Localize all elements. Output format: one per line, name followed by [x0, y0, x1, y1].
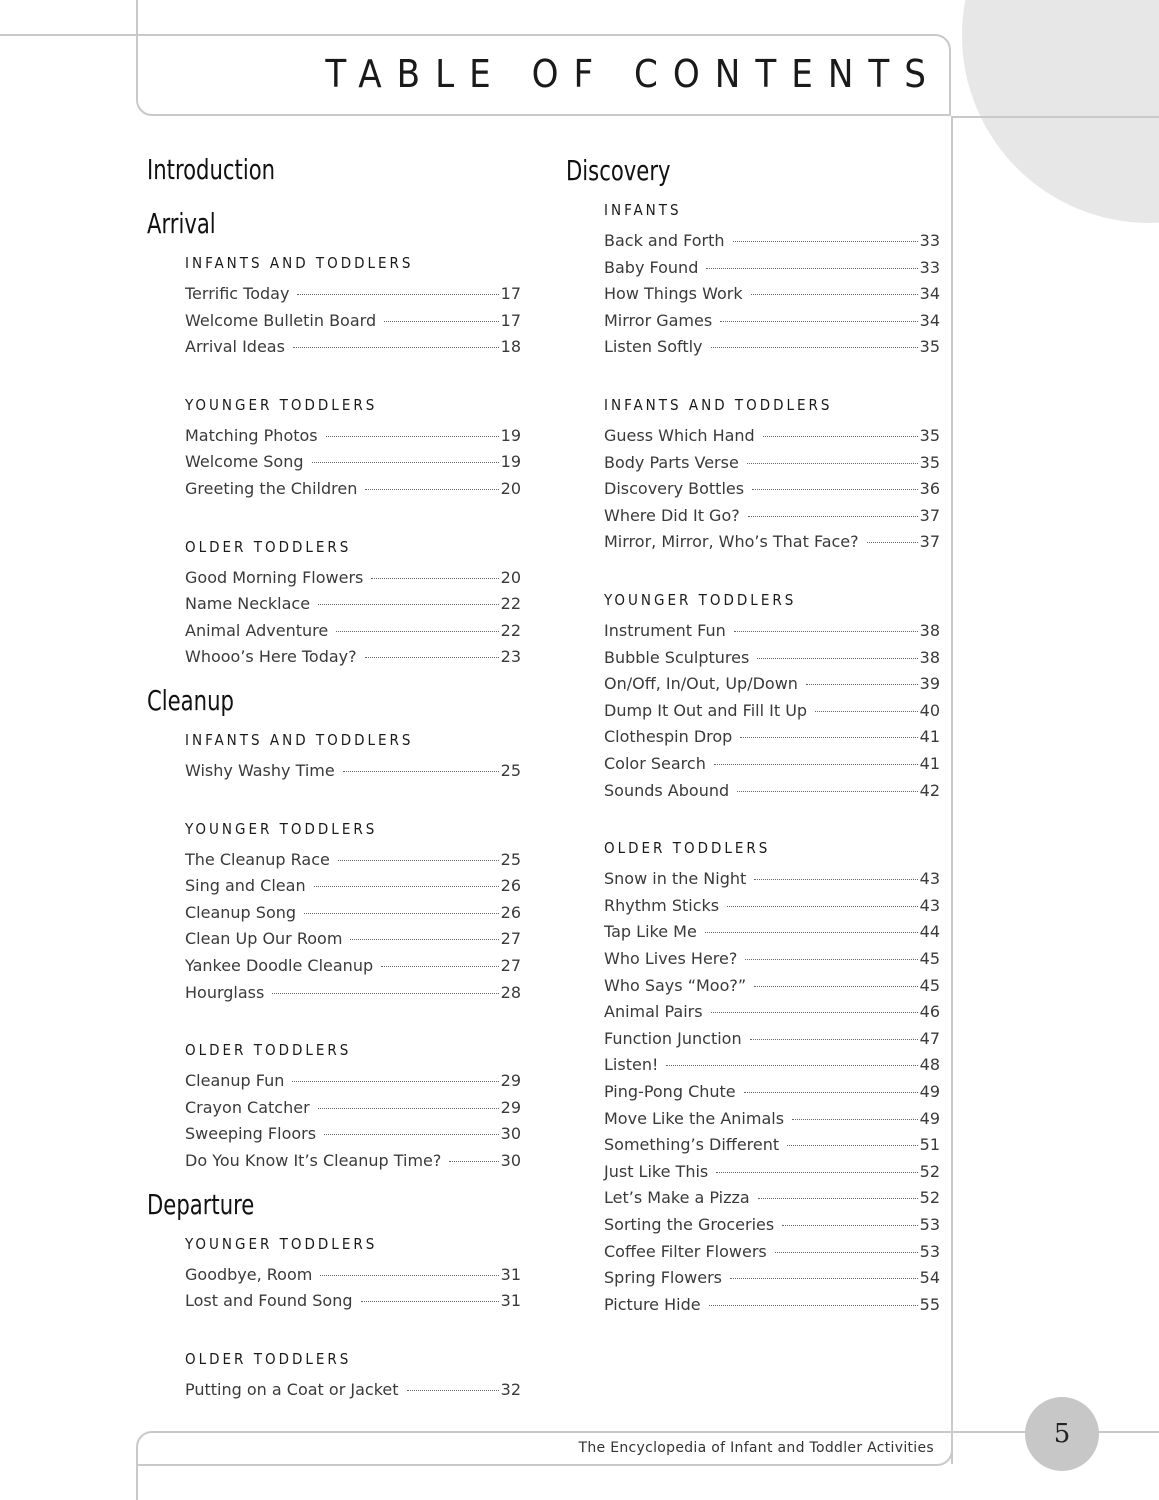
toc-entry-something-s-different[interactable]	[604, 1132, 940, 1158]
toc-entry-page: 19	[500, 452, 521, 472]
section-title-arrival: Arrival	[147, 207, 216, 240]
toc-entry-clothespin-drop[interactable]	[604, 724, 940, 750]
dot-leader	[338, 860, 499, 861]
toc-entry-title: Sorting the Groceries	[604, 1215, 775, 1234]
toc-entry-how-things-work[interactable]	[604, 281, 940, 307]
toc-entry-ping-pong-chute[interactable]	[604, 1079, 940, 1105]
toc-entry-title: Hourglass	[185, 982, 265, 1002]
dot-leader	[737, 791, 918, 792]
toc-entry-page: 54	[919, 1268, 940, 1288]
toc-entry-whooo-s-here-today[interactable]	[185, 644, 521, 670]
toc-entry-page: 52	[919, 1161, 940, 1181]
toc-entry-body-parts-verse[interactable]	[604, 450, 940, 476]
toc-entry-title: Do You Know It’s Cleanup Time?	[185, 1151, 442, 1170]
toc-entry-page: 23	[500, 647, 521, 667]
toc-entry-welcome-bulletin-board[interactable]	[185, 308, 521, 334]
dot-leader	[775, 1252, 918, 1253]
toc-entry-title: Putting on a Coat or Jacket	[185, 1379, 399, 1399]
toc-entry-tap-like-me[interactable]	[604, 919, 940, 945]
toc-entry-title: Dump It Out and Fill It Up	[604, 700, 808, 720]
toc-entry-page: 27	[500, 956, 521, 975]
toc-entry-crayon-catcher[interactable]	[185, 1095, 521, 1121]
toc-entry-welcome-song[interactable]	[185, 449, 521, 475]
toc-entry-mirror-mirror-who-s-that-face[interactable]	[604, 529, 940, 555]
toc-entry-title: Body Parts Verse	[604, 452, 739, 472]
toc-entry-page: 22	[500, 620, 521, 640]
toc-entry-name-necklace[interactable]	[185, 591, 521, 617]
dot-leader	[758, 1198, 918, 1199]
dot-leader	[740, 737, 917, 738]
toc-entry-greeting-the-children[interactable]	[185, 476, 521, 502]
page-title: TABLE OF CONTENTS	[325, 52, 941, 96]
dot-leader	[381, 966, 499, 967]
toc-entry-mirror-games[interactable]	[604, 308, 940, 334]
right-margin-rule	[951, 116, 953, 1464]
header-rule-right	[951, 116, 1159, 118]
toc-entry-title: Goodbye, Room	[185, 1264, 313, 1284]
group-label: OLDER TODDLERS	[185, 537, 352, 556]
dot-leader	[384, 321, 499, 322]
toc-entry-page: 17	[500, 310, 521, 330]
toc-entry-title: Clothespin Drop	[604, 727, 733, 747]
toc-entry-title: Lost and Found Song	[185, 1291, 353, 1311]
toc-entry-page: 20	[500, 479, 521, 498]
dot-leader	[714, 764, 918, 765]
dot-leader	[806, 684, 918, 685]
toc-entry-lost-and-found-song[interactable]	[185, 1288, 521, 1314]
toc-entry-page: 27	[500, 929, 521, 949]
dot-leader	[318, 604, 499, 605]
toc-entry-dump-it-out-and-fill-it-up[interactable]	[604, 698, 940, 724]
footer-book-title: The Encyclopedia of Infant and Toddler Activities	[578, 1440, 934, 1456]
toc-entry-title: Sing and Clean	[185, 876, 306, 896]
toc-entry-page: 49	[919, 1082, 940, 1101]
toc-entry-title: How Things Work	[604, 284, 743, 304]
toc-entry-sing-and-clean[interactable]	[185, 873, 521, 899]
toc-entry-title: Instrument Fun	[604, 621, 726, 640]
toc-entry-discovery-bottles[interactable]	[604, 476, 940, 502]
group-label: OLDER TODDLERS	[185, 1349, 352, 1368]
toc-entry-title: Cleanup Fun	[185, 1071, 285, 1091]
dot-leader	[449, 1161, 498, 1162]
toc-entry-page: 34	[919, 284, 940, 304]
toc-entry-page: 49	[919, 1108, 940, 1128]
toc-entry-page: 36	[919, 479, 940, 499]
toc-entry-page: 40	[919, 700, 940, 720]
footer-rule-vertical	[136, 1464, 138, 1500]
toc-entry-page: 35	[919, 426, 940, 445]
section-title-departure: Departure	[147, 1187, 255, 1221]
dot-leader	[745, 959, 917, 960]
dot-leader	[706, 268, 917, 269]
toc-entry-guess-which-hand[interactable]	[604, 423, 940, 449]
toc-entry-title: Mirror, Mirror, Who’s That Face?	[604, 532, 859, 552]
toc-entry-title: Cleanup Song	[185, 902, 297, 922]
dot-leader	[734, 631, 918, 632]
toc-entry-title: Something’s Different	[604, 1135, 780, 1155]
dot-leader	[867, 542, 918, 543]
toc-entry-function-junction[interactable]	[604, 1026, 940, 1052]
toc-entry-title: Snow in the Night	[604, 869, 747, 889]
dot-leader	[750, 1039, 918, 1040]
dot-leader	[314, 886, 499, 887]
toc-entry-page: 30	[500, 1124, 521, 1144]
toc-entry-sounds-abound[interactable]	[604, 778, 940, 804]
group-label: YOUNGER TODDLERS	[185, 395, 378, 414]
toc-entry-where-did-it-go[interactable]	[604, 503, 940, 529]
toc-entry-bubble-sculptures[interactable]	[604, 645, 940, 671]
group-label: YOUNGER TODDLERS	[185, 819, 378, 838]
toc-entry-title: Wishy Washy Time	[185, 761, 335, 780]
toc-entry-listen[interactable]	[604, 1052, 940, 1078]
toc-entry-page: 39	[919, 674, 940, 694]
section-title-discovery: Discovery	[566, 154, 671, 187]
toc-entry-title: Let’s Make a Pizza	[604, 1188, 750, 1208]
toc-entry-title: Spring Flowers	[604, 1268, 722, 1288]
toc-entry-who-says-moo[interactable]	[604, 973, 940, 999]
dot-leader	[293, 347, 499, 348]
dot-leader	[709, 1305, 918, 1306]
dot-leader	[304, 913, 499, 914]
toc-entry-page: 33	[919, 257, 940, 277]
dot-leader	[763, 436, 918, 437]
group-label: OLDER TODDLERS	[604, 839, 771, 858]
toc-entry-title: Back and Forth	[604, 231, 725, 250]
toc-entry-color-search[interactable]	[604, 751, 940, 777]
dot-leader	[343, 771, 499, 772]
dot-leader	[361, 1301, 499, 1302]
toc-entry-snow-in-the-night[interactable]	[604, 866, 940, 892]
toc-entry-title: Just Like This	[604, 1161, 709, 1181]
toc-entry-title: Arrival Ideas	[185, 337, 285, 357]
toc-entry-page: 26	[500, 876, 521, 896]
header-rule-vertical	[136, 0, 138, 35]
toc-entry-page: 26	[500, 902, 521, 922]
toc-entry-title: Color Search	[604, 754, 706, 773]
dot-leader	[336, 631, 498, 632]
toc-entry-title: Guess Which Hand	[604, 426, 755, 445]
toc-entry-page: 20	[500, 567, 521, 587]
toc-entry-title: Function Junction	[604, 1028, 742, 1048]
toc-entry-page: 22	[500, 594, 521, 614]
toc-entry-title: Animal Adventure	[185, 620, 329, 640]
toc-entry-page: 29	[500, 1097, 521, 1117]
dot-leader	[365, 657, 499, 658]
dot-leader	[792, 1119, 918, 1120]
dot-leader	[720, 321, 917, 322]
toc-entry-back-and-forth[interactable]	[604, 228, 940, 254]
dot-leader	[727, 906, 918, 907]
toc-entry-page: 18	[500, 337, 521, 357]
toc-entry-page: 42	[919, 780, 940, 800]
toc-entry-animal-pairs[interactable]	[604, 999, 940, 1025]
toc-entry-page: 46	[919, 1002, 940, 1022]
dot-leader	[744, 1092, 918, 1093]
dot-leader	[666, 1065, 917, 1066]
dot-leader	[751, 294, 918, 295]
toc-entry-clean-up-our-room[interactable]	[185, 926, 521, 952]
group-label: INFANTS AND TODDLERS	[185, 731, 414, 749]
toc-entry-title: Welcome Bulletin Board	[185, 310, 377, 330]
toc-entry-page: 33	[919, 231, 940, 250]
toc-entry-page: 25	[500, 849, 521, 869]
toc-entry-page: 47	[919, 1028, 940, 1048]
group-label: INFANTS	[604, 201, 682, 219]
toc-entry-baby-found[interactable]	[604, 255, 940, 281]
toc-entry-page: 41	[919, 727, 940, 747]
toc-entry-cleanup-song[interactable]	[185, 900, 521, 926]
dot-leader	[782, 1225, 917, 1226]
toc-entry-page: 31	[500, 1291, 521, 1311]
toc-entry-page: 32	[500, 1379, 521, 1399]
group-label: INFANTS AND TODDLERS	[604, 396, 833, 414]
toc-entry-listen-softly[interactable]	[604, 334, 940, 360]
toc-entry-title: Rhythm Sticks	[604, 895, 720, 915]
toc-entry-title: Baby Found	[604, 257, 699, 277]
toc-entry-sorting-the-groceries[interactable]	[604, 1212, 940, 1238]
dot-leader	[752, 489, 918, 490]
toc-entry-title: Who Lives Here?	[604, 949, 738, 968]
dot-leader	[407, 1390, 499, 1391]
toc-entry-title: Mirror Games	[604, 310, 713, 330]
toc-entry-title: Welcome Song	[185, 452, 304, 472]
dot-leader	[716, 1172, 917, 1173]
dot-leader	[748, 516, 918, 517]
toc-entry-page: 55	[919, 1294, 940, 1314]
dot-leader	[272, 993, 498, 994]
toc-entry-page: 35	[919, 337, 940, 357]
dot-leader	[371, 578, 498, 579]
toc-entry-putting-on-a-coat-or-jacket[interactable]	[185, 1377, 521, 1403]
toc-entry-title: Move Like the Animals	[604, 1108, 785, 1128]
toc-entry-move-like-the-animals[interactable]	[604, 1106, 940, 1132]
dot-leader	[757, 658, 917, 659]
toc-entry-page: 43	[919, 869, 940, 889]
toc-entry-title: Ping-Pong Chute	[604, 1082, 736, 1101]
toc-entry-title: Where Did It Go?	[604, 505, 740, 525]
toc-entry-page: 34	[919, 310, 940, 330]
page-number: 5	[1025, 1397, 1099, 1471]
toc-entry-page: 38	[919, 621, 940, 640]
toc-entry-title: Clean Up Our Room	[185, 929, 343, 949]
toc-entry-instrument-fun[interactable]	[604, 618, 940, 644]
toc-entry-title: Coffee Filter Flowers	[604, 1241, 767, 1261]
toc-entry-sweeping-floors[interactable]	[185, 1121, 521, 1147]
header-rule-left	[0, 34, 137, 36]
dot-leader	[320, 1275, 498, 1276]
toc-entry-page: 37	[919, 505, 940, 525]
toc-entry-title: On/Off, In/Out, Up/Down	[604, 674, 798, 694]
toc-entry-page: 52	[919, 1188, 940, 1208]
toc-entry-page: 43	[919, 895, 940, 915]
toc-entry-title: Tap Like Me	[604, 922, 697, 942]
dot-leader	[711, 347, 918, 348]
toc-entry-page: 44	[919, 922, 940, 942]
toc-entry-just-like-this[interactable]	[604, 1159, 940, 1185]
toc-entry-on-off-in-out-up-down[interactable]	[604, 671, 940, 697]
toc-entry-title: Matching Photos	[185, 425, 318, 445]
toc-entry-title: Who Says “Moo?”	[604, 975, 747, 995]
toc-entry-title: Greeting the Children	[185, 479, 358, 498]
toc-entry-title: Crayon Catcher	[185, 1097, 310, 1117]
toc-entry-animal-adventure[interactable]	[185, 618, 521, 644]
toc-entry-title: Name Necklace	[185, 594, 311, 614]
toc-entry-title: Sweeping Floors	[185, 1124, 317, 1144]
toc-entry-wishy-washy-time[interactable]	[185, 758, 521, 784]
toc-entry-terrific-today[interactable]	[185, 281, 521, 307]
dot-leader	[365, 489, 498, 490]
toc-entry-spring-flowers[interactable]	[604, 1265, 940, 1291]
toc-entry-page: 19	[500, 425, 521, 445]
toc-entry-page: 48	[919, 1055, 940, 1075]
toc-entry-title: Yankee Doodle Cleanup	[185, 956, 374, 975]
toc-entry-title: Terrific Today	[185, 284, 290, 303]
toc-entry-hourglass[interactable]	[185, 980, 521, 1006]
toc-entry-page: 29	[500, 1071, 521, 1091]
dot-leader	[318, 1108, 499, 1109]
toc-entry-the-cleanup-race[interactable]	[185, 847, 521, 873]
toc-entry-page: 38	[919, 647, 940, 667]
toc-entry-page: 53	[919, 1241, 940, 1261]
toc-entry-title: Discovery Bottles	[604, 479, 745, 499]
dot-leader	[815, 711, 918, 712]
dot-leader	[754, 879, 917, 880]
toc-entry-page: 31	[500, 1264, 521, 1284]
group-label: INFANTS AND TODDLERS	[185, 254, 414, 272]
toc-entry-title: Picture Hide	[604, 1294, 701, 1314]
toc-entry-page: 25	[500, 761, 521, 780]
toc-entry-title: Good Morning Flowers	[185, 567, 364, 587]
group-label: OLDER TODDLERS	[185, 1041, 352, 1060]
toc-entry-title: Whooo’s Here Today?	[185, 647, 357, 667]
toc-entry-page: 35	[919, 452, 940, 472]
section-title-introduction: Introduction	[147, 153, 276, 186]
dot-leader	[292, 1081, 498, 1082]
dot-leader	[747, 463, 918, 464]
dot-leader	[324, 1134, 499, 1135]
toc-entry-matching-photos[interactable]	[185, 423, 521, 449]
section-title-cleanup: Cleanup	[147, 684, 234, 717]
dot-leader	[705, 932, 918, 933]
toc-entry-cleanup-fun[interactable]	[185, 1068, 521, 1094]
toc-entry-page: 53	[919, 1215, 940, 1234]
dot-leader	[733, 241, 918, 242]
toc-entry-arrival-ideas[interactable]	[185, 334, 521, 360]
toc-entry-page: 45	[919, 975, 940, 995]
group-label: YOUNGER TODDLERS	[185, 1234, 378, 1253]
toc-entry-do-you-know-it-s-cleanup-time[interactable]	[185, 1148, 521, 1174]
toc-entry-yankee-doodle-cleanup[interactable]	[185, 953, 521, 979]
toc-entry-title: The Cleanup Race	[185, 849, 330, 869]
toc-entry-page: 51	[919, 1135, 940, 1155]
toc-entry-page: 28	[500, 982, 521, 1002]
toc-entry-page: 30	[500, 1151, 521, 1170]
dot-leader	[297, 294, 498, 295]
toc-entry-title: Listen!	[604, 1055, 659, 1075]
toc-entry-page: 41	[919, 754, 940, 773]
corner-decorative-circle	[962, 0, 1159, 223]
toc-entry-page: 37	[919, 532, 940, 552]
toc-entry-title: Animal Pairs	[604, 1002, 703, 1022]
toc-entry-title: Sounds Abound	[604, 780, 730, 800]
toc-entry-page: 17	[500, 284, 521, 303]
dot-leader	[730, 1278, 918, 1279]
toc-entry-who-lives-here[interactable]	[604, 946, 940, 972]
dot-leader	[326, 436, 499, 437]
toc-entry-let-s-make-a-pizza[interactable]	[604, 1185, 940, 1211]
toc-entry-rhythm-sticks[interactable]	[604, 893, 940, 919]
toc-entry-picture-hide[interactable]	[604, 1292, 940, 1318]
dot-leader	[350, 939, 498, 940]
toc-entry-title: Bubble Sculptures	[604, 647, 750, 667]
group-label: YOUNGER TODDLERS	[604, 591, 797, 609]
toc-entry-title: Listen Softly	[604, 337, 703, 357]
dot-leader	[754, 986, 918, 987]
toc-entry-coffee-filter-flowers[interactable]	[604, 1239, 940, 1265]
toc-entry-goodbye-room[interactable]	[185, 1262, 521, 1288]
dot-leader	[312, 462, 499, 463]
dot-leader	[711, 1012, 918, 1013]
dot-leader	[787, 1145, 917, 1146]
toc-entry-good-morning-flowers[interactable]	[185, 565, 521, 591]
toc-entry-page: 45	[919, 949, 940, 968]
